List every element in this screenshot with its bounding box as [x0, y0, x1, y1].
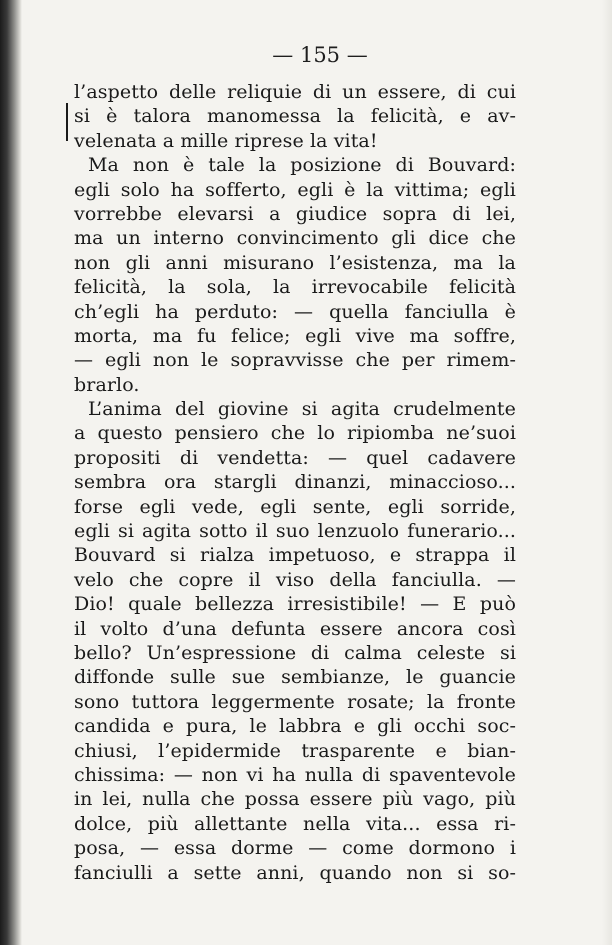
text-line: non gli anni misurano l’esistenza, ma la [74, 251, 516, 274]
text-line: il volto d’una defunta essere ancora così [74, 617, 516, 640]
body-text [74, 80, 516, 885]
text-line: a questo pensiero che lo ripiomba ne’suoi [74, 422, 516, 445]
text-line: egli solo ha sofferto, egli è la vittima; egli [74, 178, 516, 201]
text-line: velenata a mille riprese la vita! [74, 129, 378, 152]
text-line: posa, — essa dorme — come dormono i [74, 837, 516, 860]
page-number: — 155 — [272, 43, 368, 67]
text-line: morta, ma fu felice; egli vive ma soffre, [74, 324, 516, 347]
text-line: candida e pura, le labbra e gli occhi soc- [74, 715, 516, 738]
text-line: — egli non le sopravvisse che per rimem- [74, 349, 516, 372]
text-line: Bouvard si rialza impetuoso, e strappa il [74, 544, 516, 567]
margin-mark [66, 103, 68, 141]
text-line: l’aspetto delle reliquie di un essere, di cui [74, 81, 516, 103]
text-line: ma un interno convincimento gli dice che [74, 227, 516, 250]
text-line: sono tuttora leggermente rosate; la fronte [74, 690, 516, 713]
text-line: Ma non è tale la posizione di Bouvard: [88, 154, 516, 177]
text-line: propositi di vendetta: — quel cadavere [74, 446, 516, 469]
text-line: bello? Un’espressione di calma celeste si [74, 641, 516, 664]
text-line: egli si agita sotto il suo lenzuolo funerario... [74, 520, 516, 543]
text-line: in lei, nulla che possa essere più vago, più [74, 788, 516, 811]
text-line: chissima: — non vi ha nulla di spaventevole [74, 763, 516, 786]
text-line: forse egli vede, egli sente, egli sorride, [74, 495, 516, 518]
text-line: vorrebbe elevarsi a giudice sopra di lei, [74, 202, 516, 225]
text-line: brarlo. [74, 373, 140, 396]
text-line: chiusi, l’epidermide trasparente e bian- [74, 739, 516, 762]
text-line: si è talora manomessa la felicità, e av- [74, 105, 516, 128]
text-line: ch’egli ha perduto: — quella fanciulla è [74, 300, 516, 323]
text-line: sembra ora stargli dinanzi, minaccioso... [74, 471, 516, 494]
page-edge [602, 0, 612, 945]
text-line: diffonde sulle sue sembianze, le guancie [74, 666, 516, 689]
text-line: Dio! quale bellezza irresistibile! — E può [74, 593, 516, 616]
text-line: felicità, la sola, la irrevocabile felicità [74, 276, 516, 299]
text-line: dolce, più allettante nella vita... essa ri- [74, 812, 516, 835]
binding-shadow [0, 0, 22, 945]
text-line: velo che copre il viso della fanciulla. — [74, 568, 516, 591]
text-line: fanciulli a sette anni, quando non si so- [74, 861, 516, 884]
text-line: L’anima del giovine si agita crudelmente [88, 398, 516, 421]
